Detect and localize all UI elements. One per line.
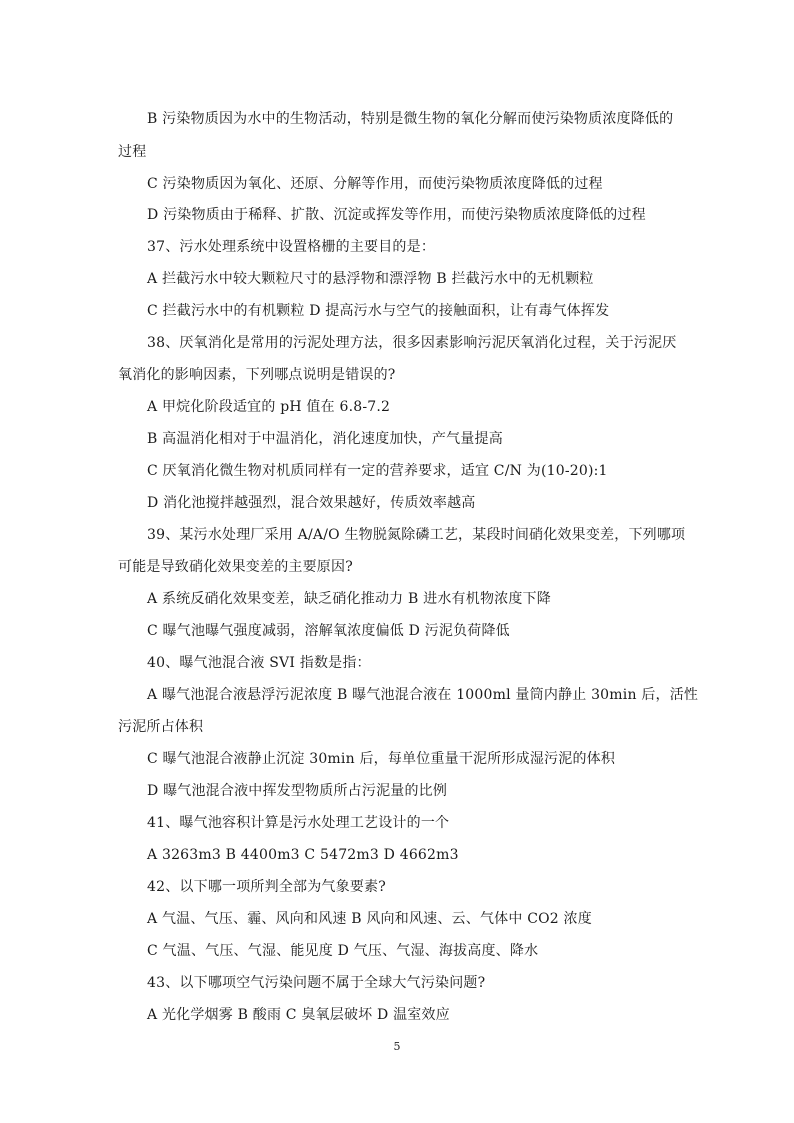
question-39: 39、某污水处理厂采用 A/A/O 生物脱氮除磷工艺，某段时间硝化效果变差，下列哪项	[147, 527, 686, 543]
text-line: C 曝气池混合液静止沉淀 30min 后，每单位重量干泥所形成湿污泥的体积	[147, 751, 616, 767]
text-line: B 高温消化相对于中温消化，消化速度加快，产气量提高	[147, 431, 503, 447]
question-41: 41、曝气池容积计算是污水处理工艺设计的一个	[147, 815, 450, 831]
text-line: C 曝气池曝气强度减弱，溶解氧浓度偏低 D 污泥负荷降低	[147, 623, 510, 639]
text-line: A 拦截污水中较大颗粒尺寸的悬浮物和漂浮物 B 拦截污水中的无机颗粒	[147, 271, 594, 287]
text-line: A 光化学烟雾 B 酸雨 C 臭氧层破坏 D 温室效应	[147, 1007, 450, 1023]
text-line: C 厌氧消化微生物对机质同样有一定的营养要求，适宜 C/N 为(10-20):1	[147, 463, 608, 479]
text-line: A 系统反硝化效果变差，缺乏硝化推动力 B 进水有机物浓度下降	[147, 591, 551, 607]
question-43: 43、以下哪项空气污染问题不属于全球大气污染问题?	[147, 975, 486, 991]
text-line: B 污染物质因为水中的生物活动，特别是微生物的氧化分解而使污染物质浓度降低的	[147, 111, 674, 127]
text-line: A 甲烷化阶段适宜的 pH 值在 6.8-7.2	[147, 399, 391, 415]
question-42: 42、以下哪一项所判全部为气象要素?	[147, 879, 386, 895]
text-line: 过程	[118, 144, 147, 160]
question-40: 40、曝气池混合液 SVI 指数是指：	[147, 655, 371, 671]
question-37: 37、污水处理系统中设置格栅的主要目的是：	[147, 239, 436, 255]
text-line: A 气温、气压、霾、风向和风速 B 风向和风速、云、气体中 CO2 浓度	[147, 911, 592, 927]
text-line: C 污染物质因为氧化、还原、分解等作用，而使污染物质浓度降低的过程	[147, 176, 603, 192]
page-number: 5	[393, 1040, 401, 1053]
text-line: 氧消化的影响因素，下列哪点说明是错误的?	[118, 367, 396, 383]
text-line: A 曝气池混合液悬浮污泥浓度 B 曝气池混合液在 1000ml 量筒内静止 30min 后，活性	[147, 687, 699, 703]
text-line: D 消化池搅拌越强烈，混合效果越好，传质效率越高	[147, 495, 476, 511]
text-line: A 3263m3 B 4400m3 C 5472m3 D 4662m3	[147, 847, 459, 863]
text-line: C 拦截污水中的有机颗粒 D 提高污水与空气的接触面积，让有毒气体挥发	[147, 303, 610, 319]
text-line: 可能是导致硝化效果变差的主要原因?	[118, 559, 353, 575]
text-line: C 气温、气压、气湿、能见度 D 气压、气湿、海拔高度、降水	[147, 943, 539, 959]
text-line: 污泥所占体积	[118, 719, 204, 735]
text-line: D 污染物质由于稀释、扩散、沉淀或挥发等作用，而使污染物质浓度降低的过程	[147, 207, 646, 223]
text-line: D 曝气池混合液中挥发型物质所占污泥量的比例	[147, 783, 448, 799]
question-38: 38、厌氧消化是常用的污泥处理方法，很多因素影响污泥厌氧消化过程，关于污泥厌	[147, 335, 677, 351]
